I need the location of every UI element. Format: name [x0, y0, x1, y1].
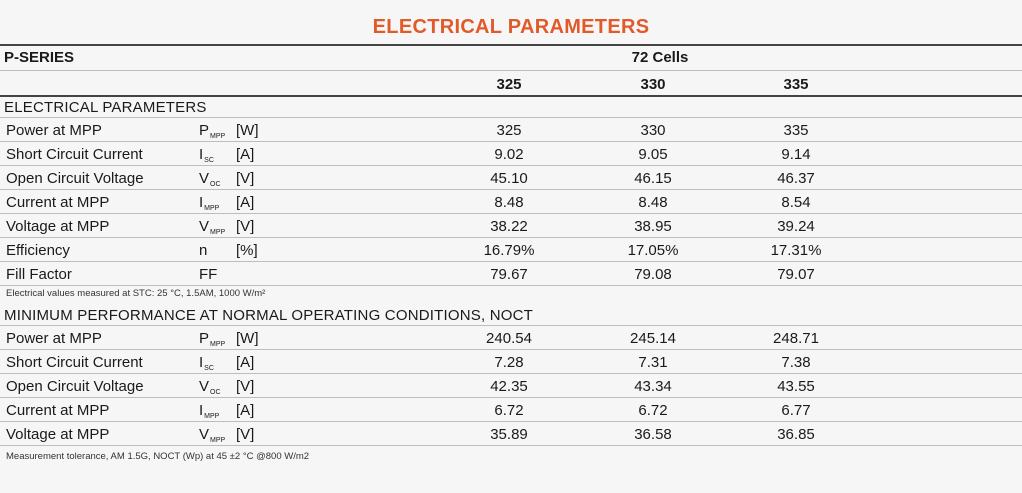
symbol-subscript: MPP	[210, 341, 226, 348]
symbol-letter: n	[199, 242, 208, 259]
parameter-label: Open Circuit Voltage	[6, 170, 144, 187]
stc-note: Electrical values measured at STC: 25 °C, 1.5AM, 1000 W/m²	[6, 288, 266, 299]
parameter-unit: [A]	[236, 146, 255, 163]
value-cell: 7.38	[781, 354, 811, 371]
value-cell: 8.48	[638, 194, 668, 211]
symbol-letter: P	[199, 122, 210, 139]
value-cell: 6.72	[638, 402, 668, 419]
symbol-subscript: MPP	[210, 229, 226, 236]
parameter-symbol	[199, 330, 225, 348]
value-cell: 39.24	[777, 218, 815, 235]
parameter-label: Efficiency	[6, 242, 70, 259]
symbol-letter: V	[199, 170, 210, 187]
value-cell: 45.10	[490, 170, 528, 187]
table-row	[0, 167, 1022, 191]
value-cell: 79.67	[490, 266, 528, 283]
symbol-letter: FF	[199, 266, 218, 283]
symbol-subscript: MPP	[210, 133, 226, 140]
table-row	[0, 327, 1022, 351]
symbol-subscript: MPP	[204, 205, 220, 212]
value-cell: 8.48	[494, 194, 524, 211]
value-cell: 46.15	[634, 170, 672, 187]
parameter-label: Power at MPP	[6, 122, 102, 139]
header-top-rule	[0, 44, 1022, 46]
symbol-subscript: SC	[204, 365, 214, 372]
parameter-symbol	[199, 122, 225, 140]
value-cell: 7.31	[638, 354, 668, 371]
table-row	[0, 191, 1022, 215]
table-row	[0, 351, 1022, 375]
row-divider	[0, 325, 1022, 326]
row-divider	[0, 237, 1022, 238]
table-row	[0, 375, 1022, 399]
parameter-unit: [A]	[236, 354, 255, 371]
value-cell: 36.58	[634, 426, 672, 443]
table-row	[0, 143, 1022, 167]
parameter-label: Short Circuit Current	[6, 354, 143, 371]
series-label: P-SERIES	[4, 49, 75, 66]
value-cell: 43.34	[634, 378, 672, 395]
parameter-unit: [W]	[236, 122, 259, 139]
value-cell: 17.31%	[770, 242, 822, 259]
symbol-letter: I	[199, 354, 204, 371]
value-cell: 335	[783, 122, 809, 139]
row-divider	[0, 141, 1022, 142]
parameter-label: Short Circuit Current	[6, 146, 143, 163]
value-cell: 8.54	[781, 194, 811, 211]
row-divider	[0, 421, 1022, 422]
parameter-symbol	[199, 194, 219, 212]
parameter-label: Fill Factor	[6, 266, 72, 283]
value-cell: 325	[496, 122, 522, 139]
header-bottom-rule	[0, 95, 1022, 97]
noct-note: Measurement tolerance, AM 1.5G, NOCT (Wp) at 45 ±2 °C @800 W/m2	[6, 451, 310, 462]
symbol-subscript: SC	[204, 157, 214, 164]
parameter-symbol	[199, 170, 221, 188]
value-cell: 16.79%	[483, 242, 535, 259]
value-cell: 79.07	[777, 266, 815, 283]
row-divider	[0, 261, 1022, 262]
parameter-label: Current at MPP	[6, 402, 110, 419]
row-divider	[0, 117, 1022, 118]
parameter-symbol	[199, 146, 214, 164]
value-cell: 9.14	[781, 146, 811, 163]
row-divider	[0, 165, 1022, 166]
symbol-letter: V	[199, 378, 210, 395]
parameter-unit: [%]	[236, 242, 258, 259]
header-mid-rule	[0, 70, 1022, 71]
parameter-symbol	[199, 266, 218, 284]
table-row	[0, 215, 1022, 239]
symbol-subscript: OC	[210, 389, 221, 396]
symbol-letter: V	[199, 426, 210, 443]
cells-label: 72 Cells	[631, 49, 689, 66]
parameter-unit: [W]	[236, 330, 259, 347]
symbol-letter: I	[199, 402, 204, 419]
noct-section-heading: MINIMUM PERFORMANCE AT NORMAL OPERATING CONDITIONS, NOCT	[4, 307, 534, 324]
value-cell: 35.89	[490, 426, 528, 443]
value-cell: 42.35	[490, 378, 528, 395]
section-end-rule	[0, 285, 1022, 286]
value-cell: 38.95	[634, 218, 672, 235]
symbol-subscript: OC	[210, 181, 221, 188]
value-cell: 330	[640, 122, 666, 139]
value-cell: 43.55	[777, 378, 815, 395]
parameter-symbol	[199, 242, 208, 260]
parameter-label: Voltage at MPP	[6, 218, 110, 235]
symbol-letter: V	[199, 218, 210, 235]
parameter-symbol	[199, 218, 225, 236]
parameter-unit: [V]	[236, 378, 255, 395]
model-335: 335	[783, 76, 809, 93]
row-divider	[0, 349, 1022, 350]
page-title: ELECTRICAL PARAMETERS	[372, 16, 650, 38]
stc-section-heading: ELECTRICAL PARAMETERS	[4, 99, 207, 116]
symbol-letter: I	[199, 194, 204, 211]
section-end-rule	[0, 445, 1022, 446]
value-cell: 6.72	[494, 402, 524, 419]
parameter-unit: [V]	[236, 170, 255, 187]
parameter-label: Power at MPP	[6, 330, 102, 347]
parameter-symbol	[199, 354, 214, 372]
symbol-subscript: MPP	[204, 413, 220, 420]
parameter-label: Open Circuit Voltage	[6, 378, 144, 395]
table-row	[0, 263, 1022, 287]
parameter-symbol	[199, 378, 221, 396]
value-cell: 36.85	[777, 426, 815, 443]
model-325: 325	[496, 76, 522, 93]
table-row	[0, 239, 1022, 263]
value-cell: 248.71	[773, 330, 819, 347]
value-cell: 17.05%	[627, 242, 679, 259]
parameter-label: Current at MPP	[6, 194, 110, 211]
value-cell: 7.28	[494, 354, 524, 371]
parameter-unit: [A]	[236, 194, 255, 211]
parameter-unit: [V]	[236, 218, 255, 235]
parameter-unit: [V]	[236, 426, 255, 443]
row-divider	[0, 213, 1022, 214]
model-330: 330	[640, 76, 666, 93]
symbol-letter: I	[199, 146, 204, 163]
value-cell: 38.22	[490, 218, 528, 235]
value-cell: 46.37	[777, 170, 815, 187]
symbol-letter: P	[199, 330, 210, 347]
table-row	[0, 119, 1022, 143]
row-divider	[0, 189, 1022, 190]
table-row	[0, 423, 1022, 447]
parameter-symbol	[199, 402, 219, 420]
parameter-unit: [A]	[236, 402, 255, 419]
value-cell: 245.14	[630, 330, 676, 347]
value-cell: 9.02	[494, 146, 524, 163]
symbol-subscript: MPP	[210, 437, 226, 444]
table-row	[0, 399, 1022, 423]
row-divider	[0, 373, 1022, 374]
parameter-symbol	[199, 426, 225, 444]
value-cell: 240.54	[486, 330, 532, 347]
value-cell: 9.05	[638, 146, 668, 163]
value-cell: 6.77	[781, 402, 811, 419]
row-divider	[0, 397, 1022, 398]
value-cell: 79.08	[634, 266, 672, 283]
parameter-label: Voltage at MPP	[6, 426, 110, 443]
